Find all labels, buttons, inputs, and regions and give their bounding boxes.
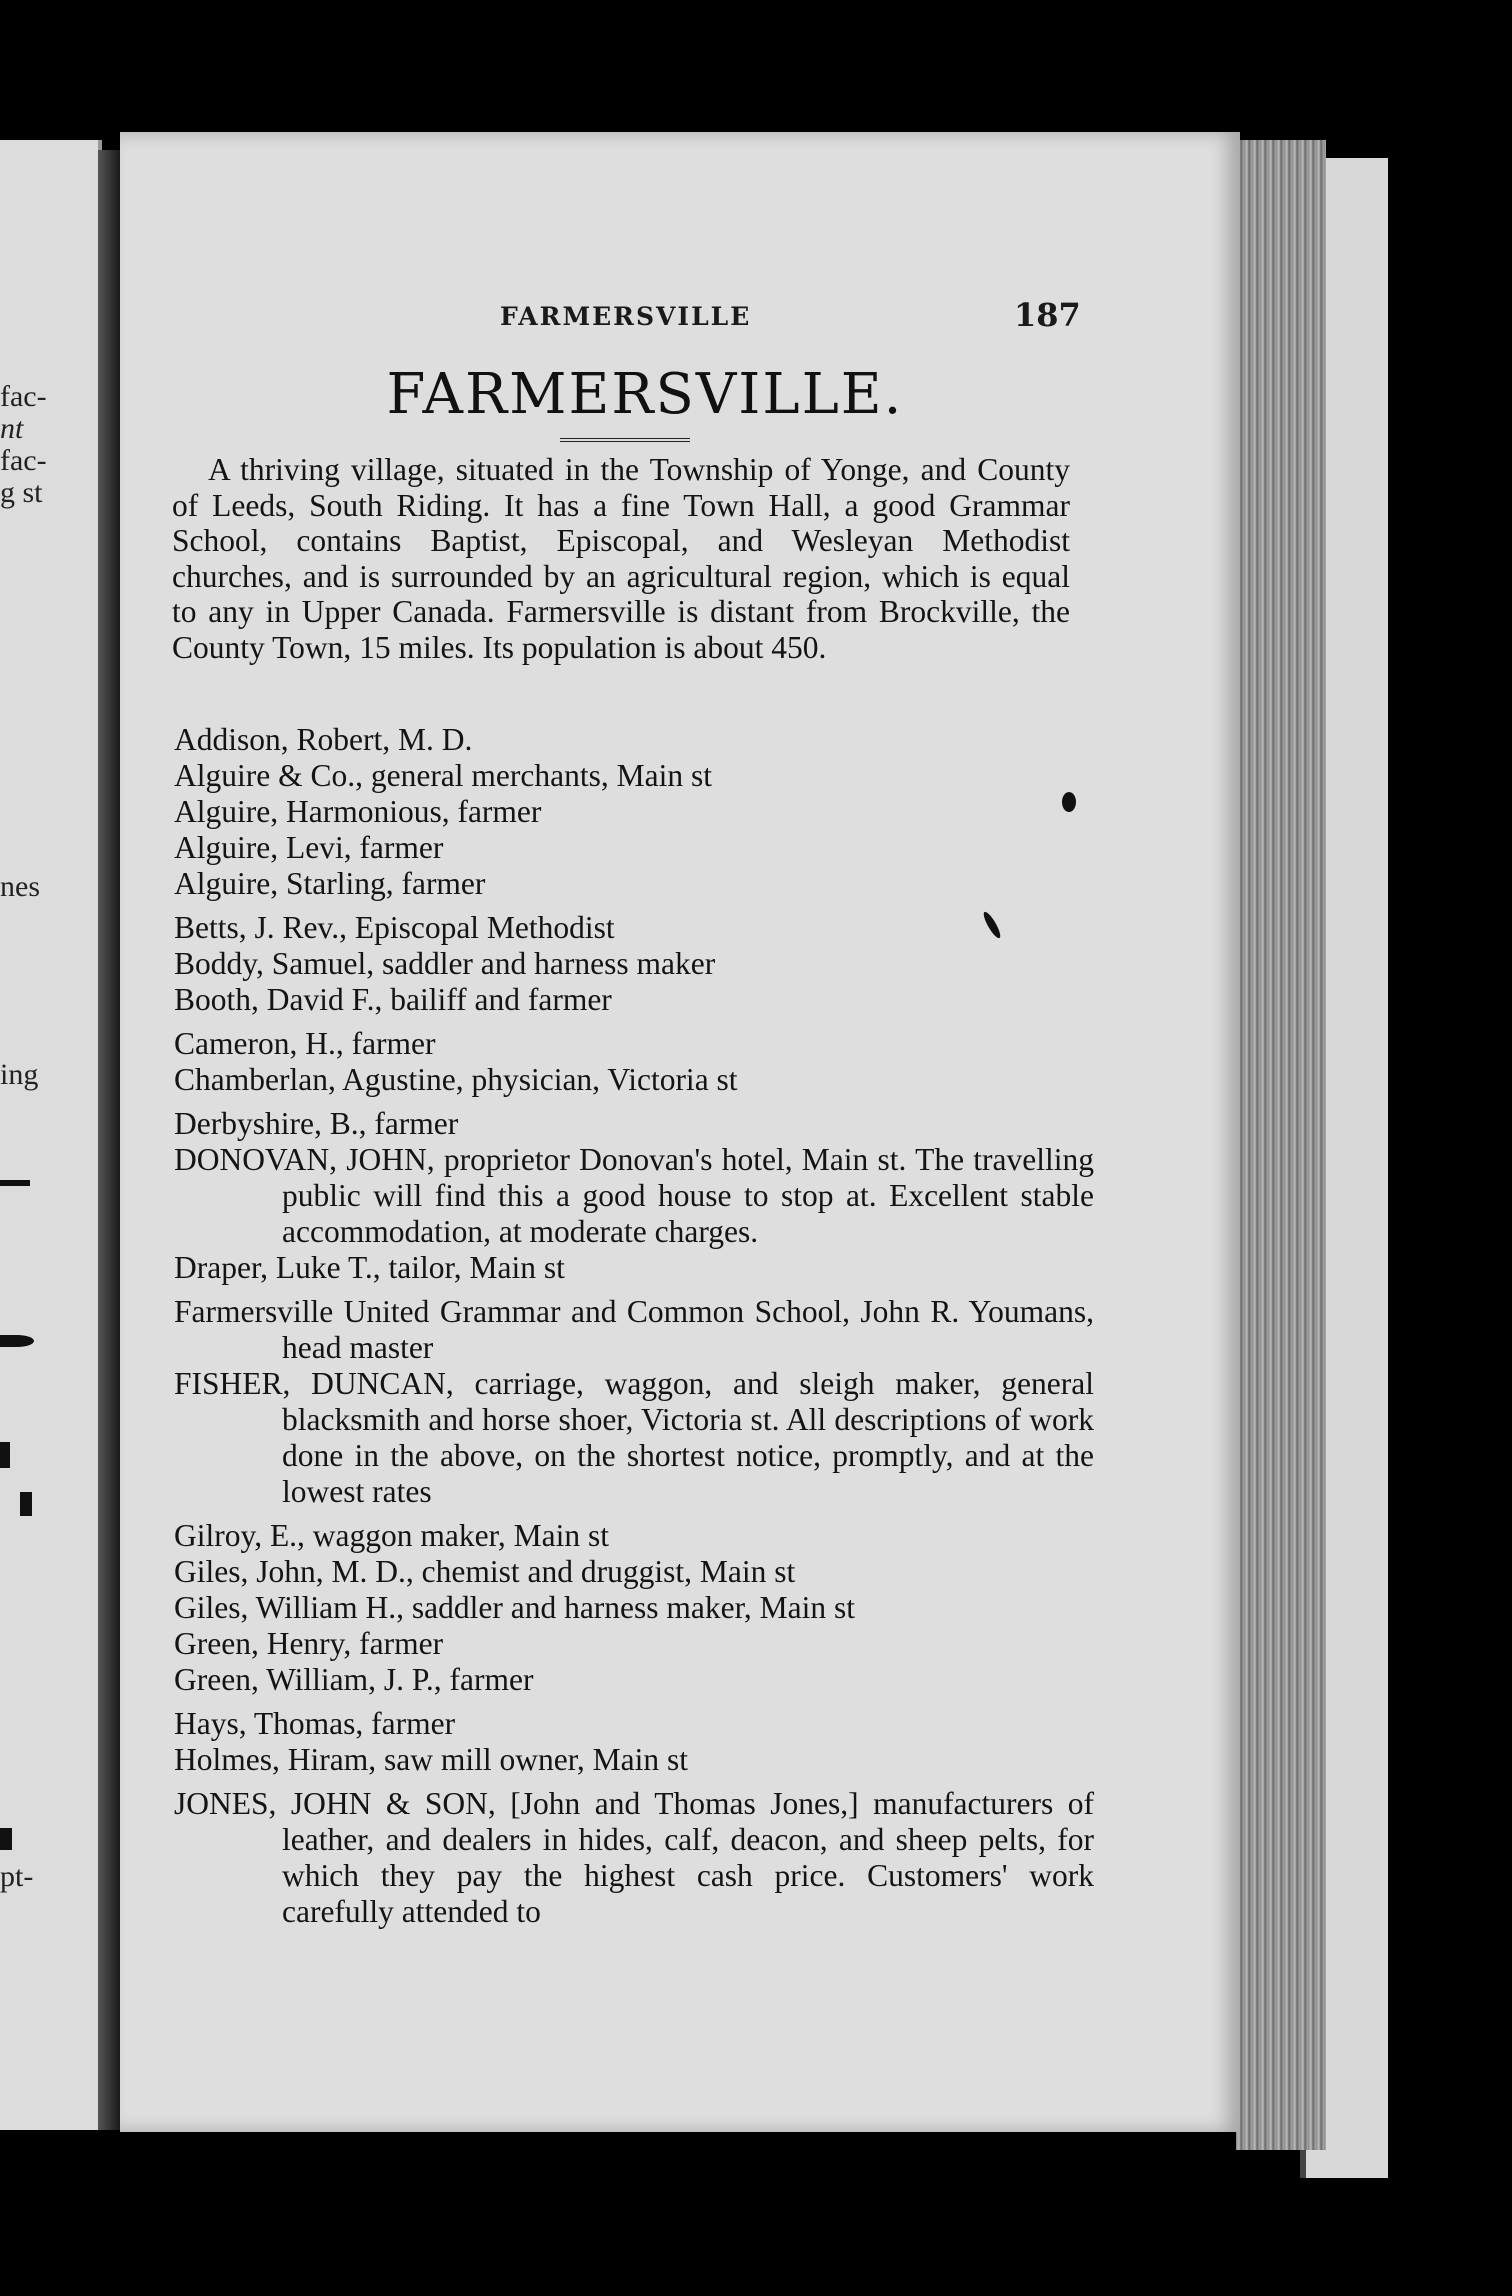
ink-speck — [1062, 792, 1076, 812]
directory-entry: Hays, Thomas, farmer — [174, 1706, 456, 1741]
directory-entry: Booth, David F., bailiff and farmer — [174, 982, 612, 1017]
directory-entry: Gilroy, E., waggon maker, Main st — [174, 1518, 609, 1553]
book-gutter — [98, 150, 120, 2130]
left-fragment: nt — [0, 412, 24, 445]
entry-group — [174, 722, 1094, 902]
left-fragment: pt- — [0, 1860, 34, 1893]
directory-entry: Chamberlan, Agustine, physician, Victoria st — [174, 1062, 738, 1097]
ink-mark — [0, 1442, 10, 1468]
rule-mark — [0, 1180, 30, 1186]
intro-paragraph: A thriving village, situated in the Township of Yonge, and County of Leeds, South Riding. It has a fine Town Hall, a good Grammar School, contains Baptist, Episcopal, and Wesleyan Methodist churches, and is surrounded by an agricultural region, which is equal to any in Upper Canada. Farmersville is distant from Brockville, the County Town, 15 miles. Its population is about 450. — [172, 452, 1070, 665]
directory-entry: Alguire, Levi, farmer — [174, 830, 444, 865]
directory-entry: Betts, J. Rev., Episcopal Methodist — [174, 910, 615, 945]
directory-entry: Alguire & Co., general merchants, Main st — [174, 758, 712, 793]
entry-group — [174, 1706, 1094, 1778]
directory-entry: Green, Henry, farmer — [174, 1626, 444, 1661]
directory-entry: Boddy, Samuel, saddler and harness maker — [174, 946, 716, 981]
directory-entry: Alguire, Starling, farmer — [174, 866, 486, 901]
running-head: FARMERSVILLE — [500, 302, 752, 331]
directory-entry: Cameron, H., farmer — [174, 1026, 436, 1061]
directory-entries — [174, 722, 1094, 1938]
directory-entry: Giles, John, M. D., chemist and druggist, Main st — [174, 1554, 796, 1589]
directory-entry: Giles, William H., saddler and harness maker, Main st — [174, 1590, 855, 1625]
left-fragment: g st — [0, 476, 43, 509]
left-facing-page — [0, 140, 102, 2130]
directory-entry: JONES, JOHN & SON, [John and Thomas Jones,] manufacturers of leather, and dealers in hides, calf, deacon, and sheep pelts, for which they pay the highest cash price. Customers' work carefully attended to — [174, 1786, 1094, 1929]
directory-entry: Derbyshire, B., farmer — [174, 1106, 459, 1141]
left-fragment: nes — [0, 870, 40, 903]
left-fragment: fac- — [0, 444, 47, 477]
directory-entry: Addison, Robert, M. D. — [174, 722, 473, 757]
directory-entry: Farmersville United Grammar and Common School, John R. Youmans, head master — [174, 1294, 1094, 1365]
title-rule — [560, 438, 690, 442]
directory-entry: FISHER, DUNCAN, carriage, waggon, and sleigh maker, general blacksmith and horse shoer, Victoria st. All descriptions of work done in the above, on the shortest notice, promptly, and at the lowest rates — [174, 1366, 1094, 1509]
pointer-mark — [0, 1335, 34, 1347]
left-fragment: fac- — [0, 380, 47, 413]
directory-entry: DONOVAN, JOHN, proprietor Donovan's hotel, Main st. The travelling public will find this a good house to stop at. Excellent stable accommodation, at moderate charges. — [174, 1142, 1094, 1249]
entry-group — [174, 1294, 1094, 1510]
ink-mark — [20, 1492, 32, 1516]
entry-group — [174, 910, 1094, 1018]
page-edges — [1236, 140, 1326, 2150]
page-number: 187 — [1014, 296, 1081, 334]
entry-group — [174, 1518, 1094, 1698]
directory-entry: Green, William, J. P., farmer — [174, 1662, 534, 1697]
directory-entry: Draper, Luke T., tailor, Main st — [174, 1250, 565, 1285]
page-title: FARMERSVILLE. — [386, 362, 904, 427]
left-fragment: ing — [0, 1058, 39, 1091]
entry-group — [174, 1106, 1094, 1286]
entry-group — [174, 1786, 1094, 1930]
directory-entry: Holmes, Hiram, saw mill owner, Main st — [174, 1742, 689, 1777]
ink-mark — [0, 1828, 12, 1850]
directory-entry: Alguire, Harmonious, farmer — [174, 794, 542, 829]
entry-group — [174, 1026, 1094, 1098]
